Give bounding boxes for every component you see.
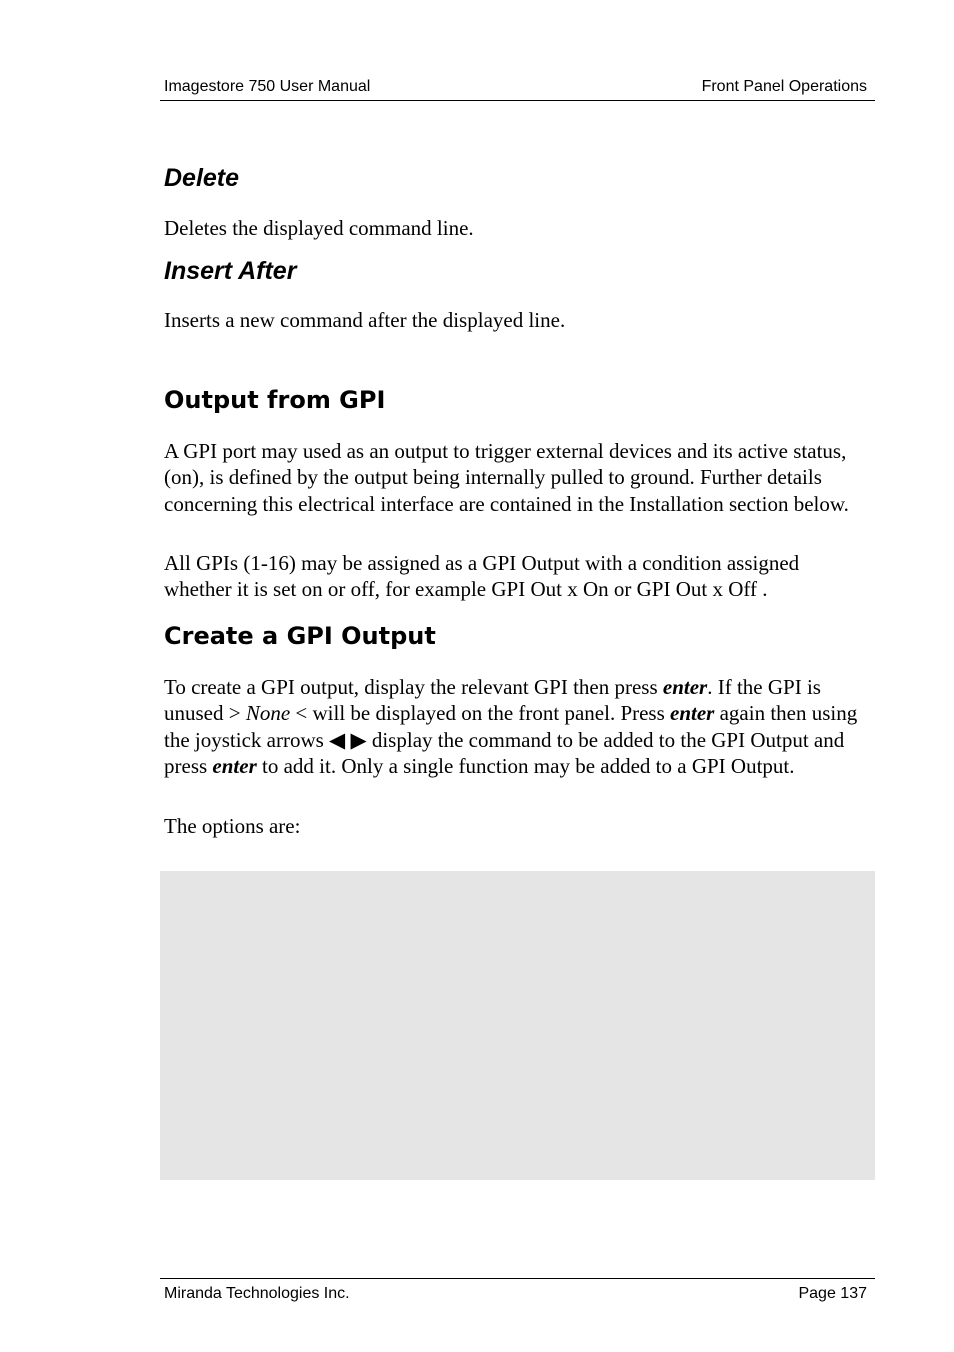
delete-description: Deletes the displayed command line.: [164, 216, 474, 240]
output-from-gpi-paragraph-1: A GPI port may used as an output to trigger external devices and its active status, (on), is defined by the output being internally pulled to ground. Further details concerning this electrical interface are contained in the Installation section below.: [164, 439, 849, 516]
enter-key-term: enter: [662, 675, 708, 699]
enter-key-term: enter: [670, 701, 715, 726]
heading-insert-after: Insert After: [164, 257, 297, 285]
text-run: again then using the joystick arrows ◀ ▶ display the command to be added to the GPI Output and press: [164, 701, 858, 778]
output-from-gpi-paragraph-2: All GPIs (1-16) may be assigned as a GPI Output with a condition assigned whether it is set on or off, for example GPI Out x On or GPI Out x Off .: [164, 551, 800, 602]
page-header: [160, 76, 875, 101]
heading-create-gpi-output: Create a GPI Output: [164, 622, 436, 650]
text-run: . If the GPI is unused >: [164, 675, 821, 726]
create-gpi-output-paragraph: [164, 674, 869, 779]
insert-after-description: Inserts a new command after the displayed line.: [164, 308, 566, 332]
header-manual-title: Imagestore 750 User Manual: [164, 78, 371, 95]
heading-delete: Delete: [164, 164, 240, 192]
none-term: None: [245, 701, 291, 726]
heading-output-from-gpi: Output from GPI: [164, 386, 386, 414]
options-intro: The options are:: [164, 814, 301, 838]
options-figure-placeholder: [160, 871, 875, 1180]
page-footer: [160, 1278, 875, 1305]
header-section-title: Front Panel Operations: [701, 78, 867, 95]
text-run: < will be displayed on the front panel. Press: [290, 701, 671, 726]
footer-company: Miranda Technologies Inc.: [164, 1285, 350, 1302]
footer-page-number: Page 137: [798, 1285, 867, 1302]
enter-key-term: enter: [212, 753, 257, 778]
text-run: To create a GPI output, display the relevant GPI then press: [164, 675, 663, 699]
text-run: to add it. Only a single function may be added to a GPI Output.: [256, 753, 795, 778]
